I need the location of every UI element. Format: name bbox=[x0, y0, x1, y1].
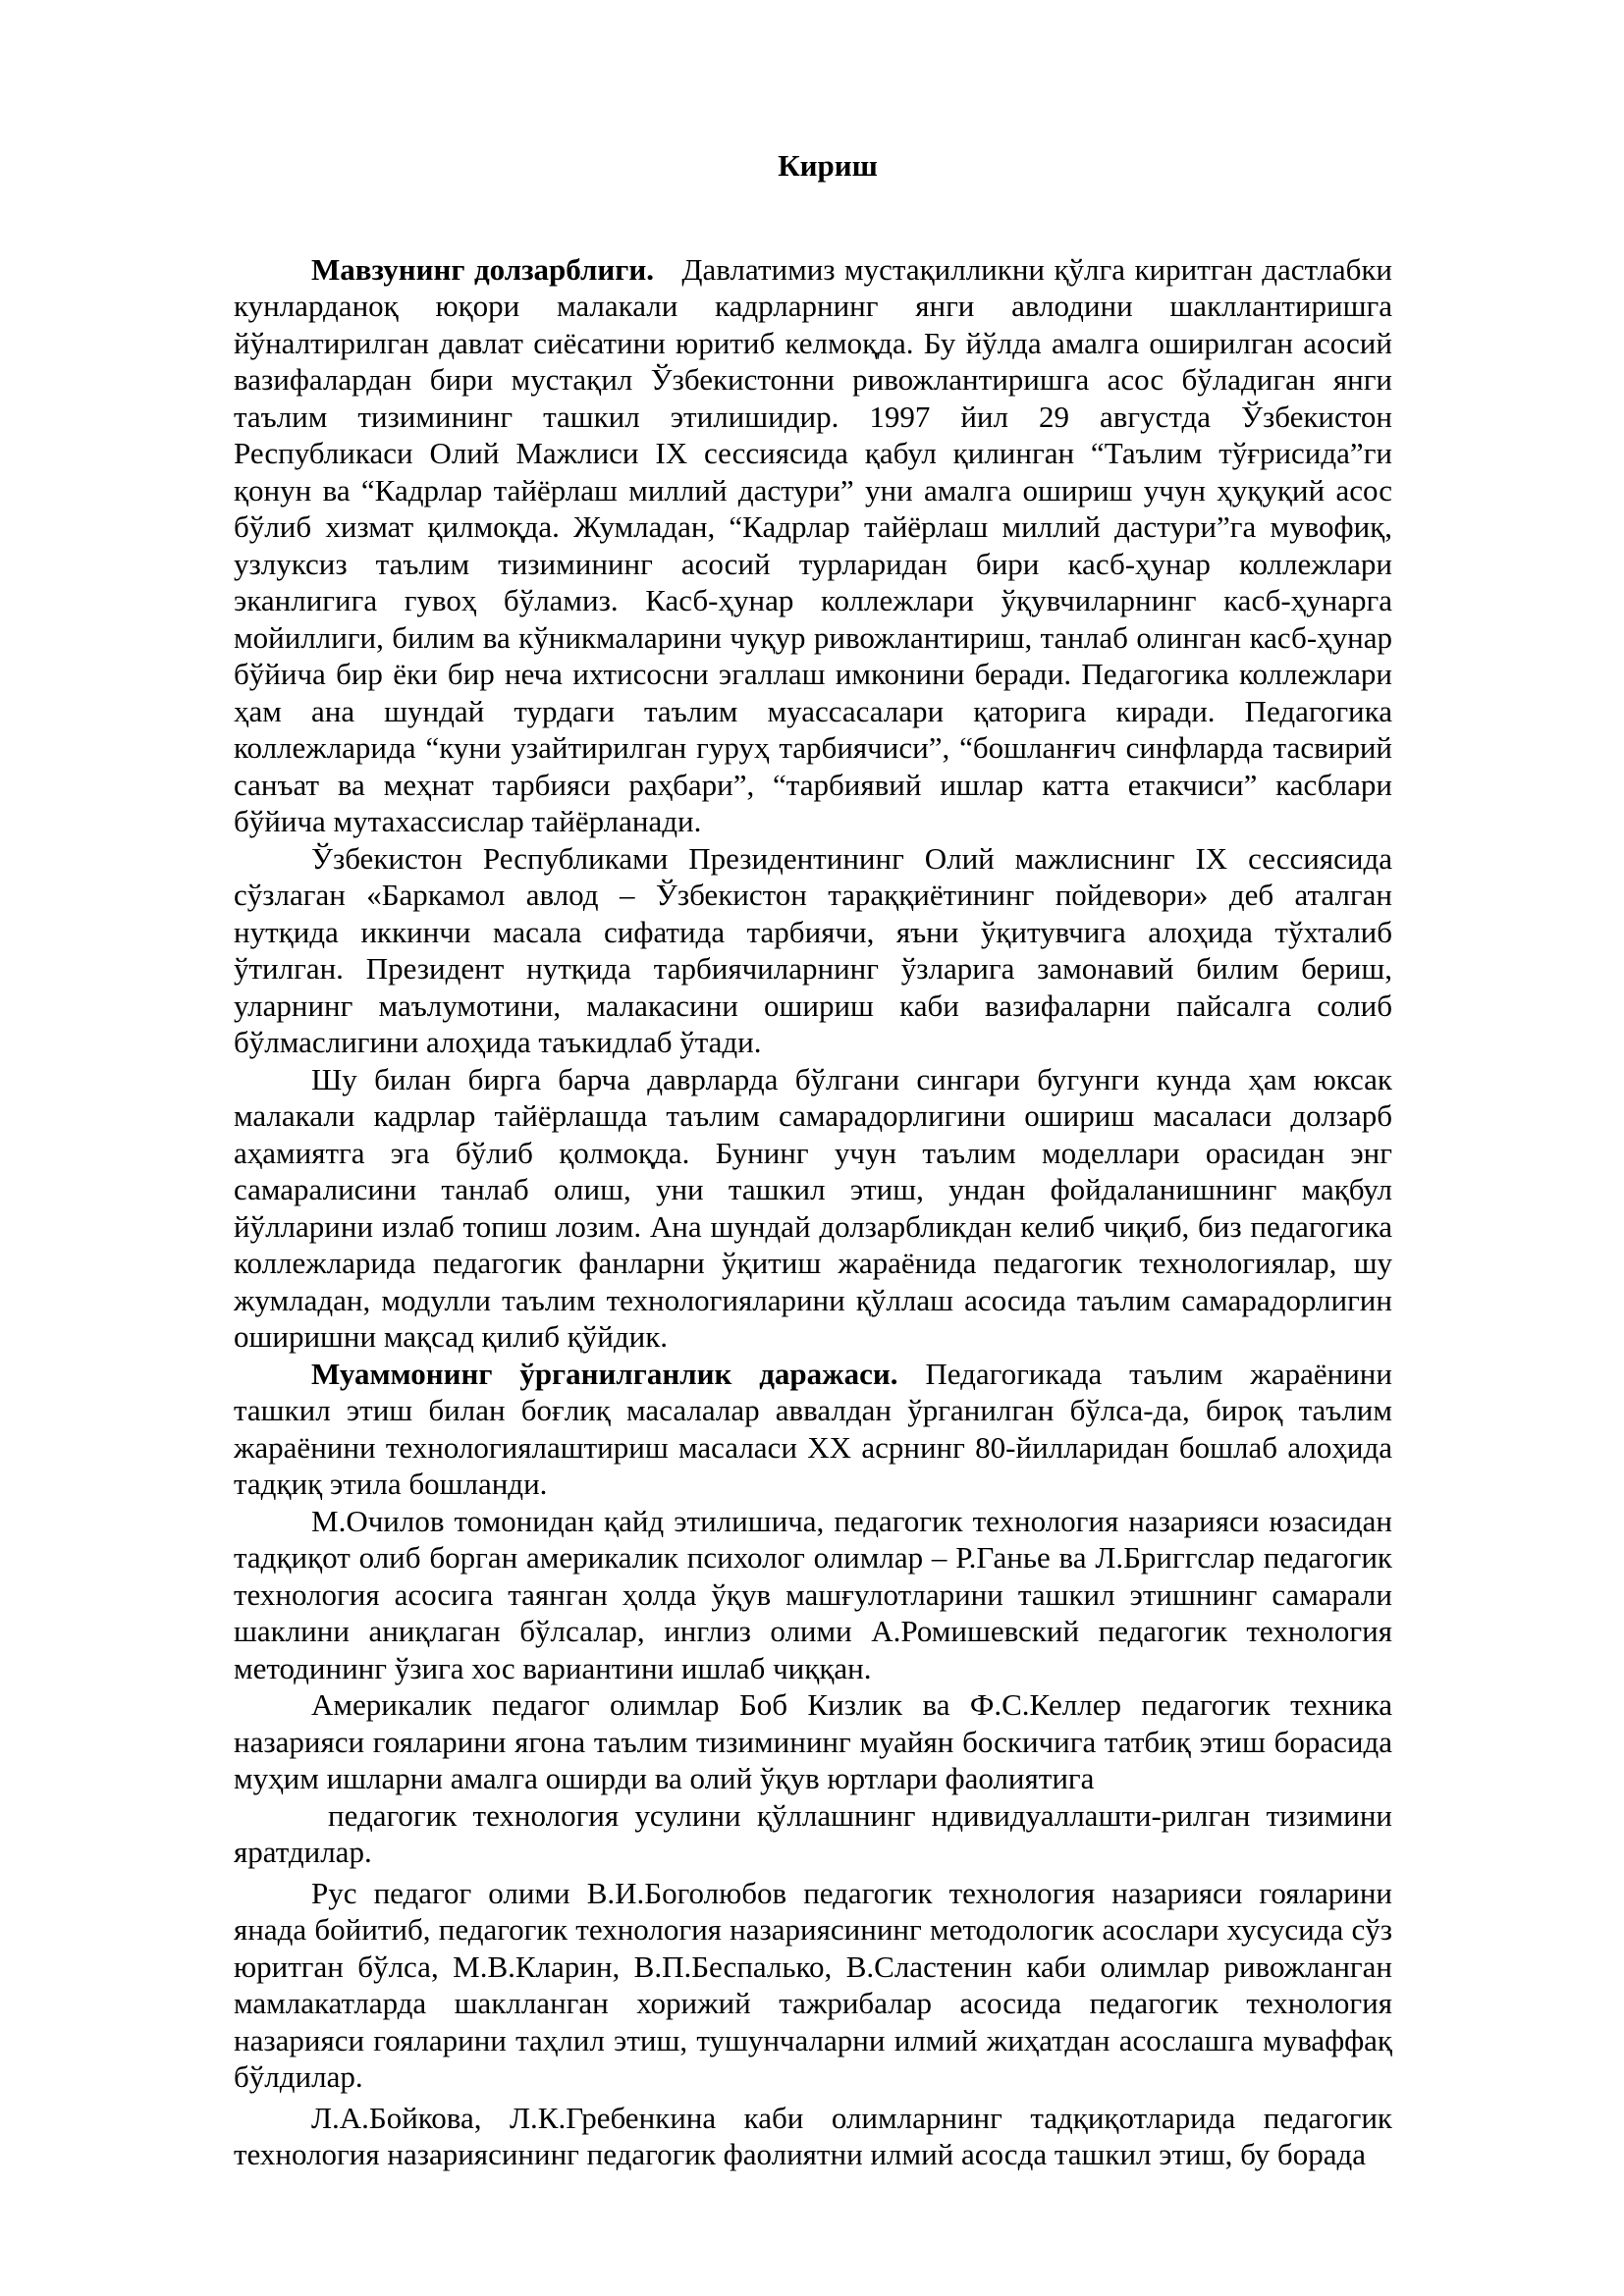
paragraph-research-level bbox=[234, 1356, 1392, 1503]
paragraph-tail: яратдилар. bbox=[234, 1835, 372, 1869]
paragraph-russian: Рус педагог олими В.И.Боголюбов педагогик технология назарияси гояларини янада бойитиб, педагогик технология назариясининг методологик асослари хусусида сўз юритган бўлса, М.В.Кларин, В.П.Беспалько, В.Сластенин каби олимлар ривожланган мамлакатларда шаклланган хорижий тажрибалар асосида педагогик технология назарияси гояларини таҳлил этиш, тушунчаларни илмий жиҳатдан асослашга муваффақ бўлдилар. bbox=[234, 1875, 1392, 2094]
paragraph-relevance bbox=[234, 251, 1392, 840]
paragraph-text: Америкалик педагог олимлар Боб Кизлик ва Ф.С.Келлер педагогик техника назарияси гояларини ягона таълим тизимининг муайян боскичига татбиқ этиш борасида муҳим ишларни амалга оширди ва олий ўқув юртлари фаолиятига bbox=[234, 1687, 1392, 1795]
document-title: Кириш bbox=[778, 148, 878, 183]
paragraph-president: Ўзбекистон Республиками Президентининг Олий мажлиснинг IX сессиясида сўзлаган «Баркамол авлод – Ўзбекистон тараққиётининг пойдевори» деб аталган нутқида иккинчи масала сифатида тарбиячи, яъни ўқитувчига алоҳида тўхталиб ўтилган. Президент нутқида тарбиячиларнинг ўзларига замонавий билим бериш, уларнинг маълумотини, малакасини ошириш каби вазифаларни пайсалга солиб бўлмаслигини алоҳида таъкидлаб ўтади. bbox=[234, 840, 1392, 1059]
paragraph-indented-line: педагогик технология усулини қўллашнинг ндивидуаллашти-рилган тизимини bbox=[328, 1797, 1392, 1833]
paragraph-lead: Муаммонинг ўрганилганлик даражаси. bbox=[311, 1356, 898, 1391]
paragraph-lead: Мавзунинг долзарблиги. bbox=[311, 251, 654, 287]
paragraph-text: Давлатимиз мустақилликни қўлга киритган дастлабки кунларданоқ юқори малакали кадрларнинг янги авлодини шакллантиришга йўналтирилган давлат сиёсатини юритиб келмоқда. Бу йўлда амалга оширилган асосий вазифалардан бири мустақил Ўзбекистонни ривожлантиришга асос бўладиган янги таълим тизимининг ташкил этилишидир. 1997 йил 29 августда Ўзбекистон Республикаси Олий Мажлиси IX сессиясида қабул қилинган “Таълим тўғрисида”ги қонун ва “Кадрлар тайёрлаш миллий дастури” уни амалга ошириш учун ҳуқуқий асос бўлиб хизмат қилмоқда. Жумладан, “Кадрлар тайёрлаш миллий дастури”га мувофиқ, узлуксиз таълим тизимининг асосий турларидан бири касб-ҳунар коллежлари эканлигига гувоҳ бўламиз. Касб-ҳунар коллежлари ўқувчиларнинг касб-ҳунарга мойиллиги, билим ва кўникмаларини чуқур ривожлантириш, танлаб олинган касб-ҳунар бўйича бир ёки бир неча ихтисосни эгаллаш имконини беради. Педагогика коллежлари ҳам ана шундай турдаги таълим муассасалари қаторига киради. Педагогика коллежларида “куни узайтирилган гуруҳ тарбиячиси”, “бошланғич синфларда тасвирий санъат ва меҳнат тарбияси раҳбари”, “тарбиявий ишлар катта етакчиси” касблари бўйича мутахассислар тайёрланади. bbox=[234, 251, 1392, 838]
paragraph-boykova: Л.А.Бойкова, Л.К.Гребенкина каби олимларнинг тадқиқотларида педагогик технология назариясининг педагогик фаолиятни илмий асосда ташкил этиш, бу борада bbox=[234, 2100, 1392, 2171]
paragraph-aim: Шу билан бирга барча даврларда бўлгани сингари бугунги кунда ҳам юксак малакали кадрлар тайёрлашда таълим самарадорлигини ошириш масаласи долзарб аҳамиятга эга бўлиб қолмоқда. Бунинг учун таълим моделлари орасидан энг самаралисини танлаб олиш, уни ташкил этиш, ундан фойдаланишнинг мақбул йўлларини излаб топиш лозим. Ана шундай долзарбликдан келиб чиқиб, биз педагогика коллежларида педагогик фанларни ўқитиш жараёнида педагогик технологиялар, шу жумладан, модулли таълим технологияларини қўллаш асосида таълим самарадорлигин оширишни мақсад қилиб қўйдик. bbox=[234, 1061, 1392, 1354]
paragraph-american bbox=[234, 1686, 1392, 1871]
paragraph-ochilov: М.Очилов томонидан қайд этилишича, педагогик технология назарияси юзасидан тадқиқот олиб борган америкалик психолог олимлар – Р.Ганье ва Л.Бриггслар педагогик технология асосига таянган ҳолда ўқув машғулотларини ташкил этишнинг самарали шаклини аниқлаган бўлсалар, инглиз олими А.Ромишевский педагогик технология методининг ўзига хос вариантини ишлаб чиққан. bbox=[234, 1503, 1392, 1685]
paragraph-text: Педагогикада таълим жараёнини ташкил этиш билан боғлиқ масалалар аввалдан ўрганилган бўлса-да, бироқ таълим жараёнини технологиялаштириш масаласи XX асрнинг 80-йилларидан бошлаб алоҳида тадқиқ этила бошланди. bbox=[234, 1356, 1392, 1501]
document-page bbox=[234, 147, 1392, 2173]
